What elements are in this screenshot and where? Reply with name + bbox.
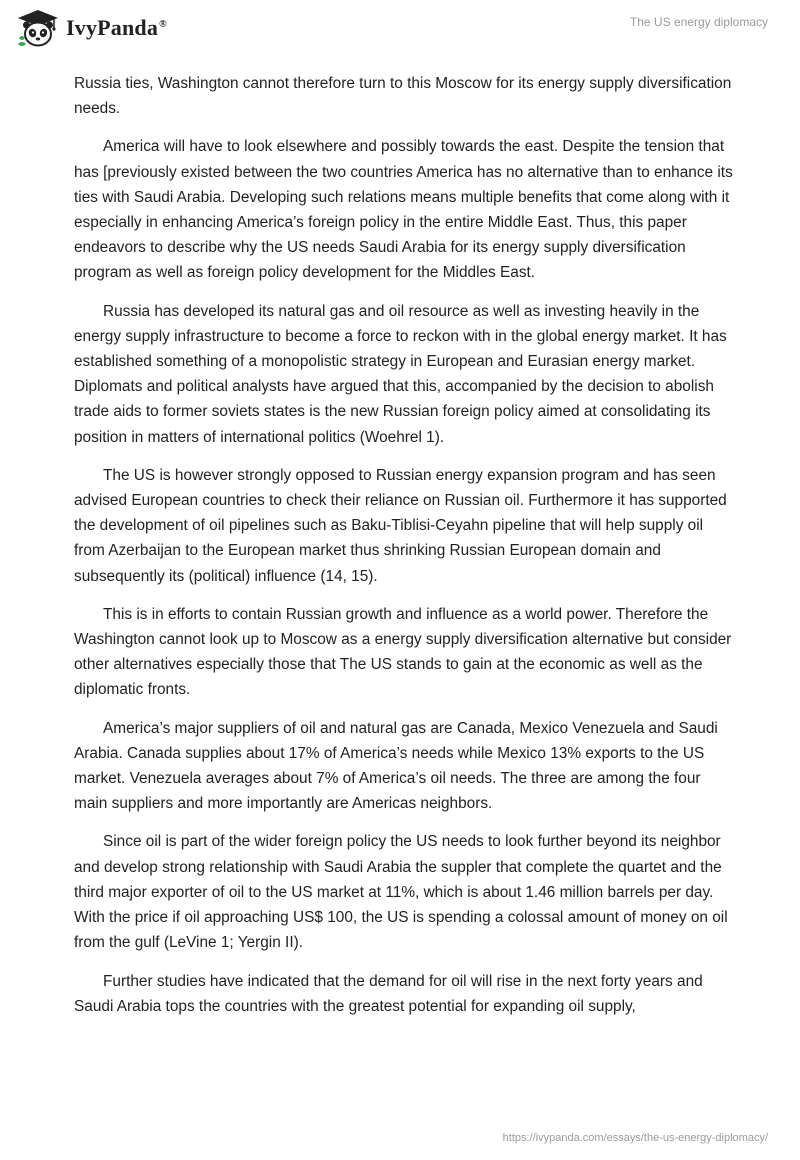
document-title: The US energy diplomacy (629, 15, 768, 29)
page-header (0, 0, 800, 60)
essay-body (74, 71, 734, 1032)
paragraph: This is in efforts to contain Russian growth and influence as a world power. Therefore the Washington cannot look up to Moscow as a energy supply diversification alternative but consider other alternatives especially those that The US stands to gain at the economic as well as the diplomatic fronts. (74, 605, 732, 699)
registered-mark: ® (159, 18, 167, 30)
ivypanda-logo[interactable] (16, 8, 167, 48)
paragraph: The US is however strongly opposed to Russian energy expansion program and has seen advised European countries to check their reliance on Russian oil. Furthermore it has supported the development of oil pipelines such as Baku-Tiblisi-Ceyahn pipeline that will help supply oil from Azerbaijan to the European market thus shrinking Russian European domain and subsequently its (political) influence (14, 15). (74, 466, 727, 585)
paragraph: America’s major suppliers of oil and natural gas are Canada, Mexico Venezuela and Saudi Arabia. Canada supplies about 17% of America’s needs while Mexico 13% exports to the US market. Venezuela averages about 7% of America’s oil needs. The three are among the four main suppliers and more importantly are Americas neighbors. (74, 719, 718, 813)
panda-graduate-icon (16, 8, 60, 48)
paragraph: Further studies have indicated that the demand for oil will rise in the next forty years and Saudi Arabia tops the countries with the greatest potential for expanding oil supply, (74, 972, 703, 1015)
paragraph: Russia has developed its natural gas and oil resource as well as investing heavily in the energy supply infrastructure to become a force to reckon with in the global energy market. It has established something of a monopolistic strategy in European and Eurasian energy market. Diplomats and political analysts have argued that this, accompanied by the decision to abolish trade aids to former soviets states is the new Russian foreign policy aimed at consolidating its position in matters of international politics (Woehrel 1). (74, 302, 727, 446)
brand-name: IvyPanda® (66, 15, 167, 40)
paragraph: Since oil is part of the wider foreign policy the US needs to look further beyond its neighbor and develop strong relationship with Saudi Arabia the suppler that complete the quartet and the third major exporter of oil to the US market at 11%, which is about 1.46 million barrels per day. With the price if oil approaching US$ 100, the US is spending a colossal amount of money on oil from the gulf (LeVine 1; Yergin II). (74, 833, 728, 952)
source-url[interactable]: https://ivypanda.com/essays/the-us-energy-diplomacy/ (502, 1132, 768, 1144)
paragraph: Russia ties, Washington cannot therefore turn to this Moscow for its energy supply diversification needs. (74, 75, 732, 118)
paragraph: America will have to look elsewhere and possibly towards the east. Despite the tension that has [previously existed between the two countries America has no alternative than to enhance its ties with Saudi Arabia. Developing such relations means multiple benefits that come along with it especially in enhancing America’s foreign policy in the entire Middle East. Thus, this paper endeavors to describe why the US needs Saudi Arabia for its energy supply diversification program as well as foreign policy development for the Middles East. (74, 138, 733, 282)
